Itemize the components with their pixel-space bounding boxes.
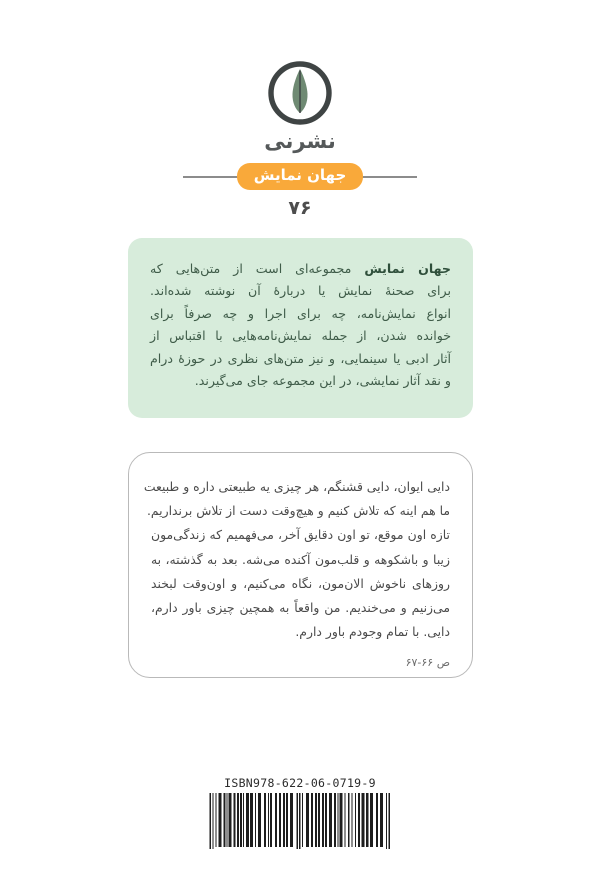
publisher-block [0, 60, 600, 153]
quote-line: روزهای ناخوش الان‌مون، نگاه می‌کنیم، و اون‌وقت لبخند [151, 575, 450, 591]
quote-panel [128, 452, 473, 678]
quote-source: ص ۶۶-۶۷ [405, 656, 450, 670]
quote-line: دایی ایوان، دایی قشنگم، هر چیزی یه طبیعتی داره و طبیعت [143, 479, 450, 494]
series-rule-right [357, 176, 417, 178]
series-number: ۷۶ [288, 197, 312, 219]
blurb-line: انواع نمایش‌نامه، چه برای اجرا و چه صرفاً برای [150, 305, 451, 321]
blurb-line: آثار ادبی یا سینمایی، و نیز متن‌های نظری در حوزهٔ درام [150, 350, 451, 366]
quote-line: تازه اون موقع، تو اون دقایق آخر، می‌فهمیم که زندگی‌مون [151, 527, 450, 543]
series-blurb-panel [128, 238, 473, 418]
publisher-name: نشرنی [264, 129, 336, 153]
series-badge-row [0, 163, 600, 190]
series-rule-left [183, 176, 243, 178]
isbn-block [0, 776, 600, 849]
quote-line: زیبا و باشکوهه و قلب‌مون آکنده می‌شه. بعد به گذشته، به [151, 551, 450, 567]
blurb-line: خوانده شدن، از جمله نمایش‌نامه‌هایی با اقتباس از [150, 328, 451, 344]
quote-line: ما هم اینه که تلاش کنیم و هیچ‌وقت دست از تلاش برنداریم. [146, 503, 450, 519]
blurb-line-text: مجموعه‌ای است از متن‌هایی که [150, 261, 365, 276]
quote-line: می‌زنیم و می‌خندیم. من واقعاً به همچین چیزی باور دارم، [151, 600, 450, 616]
blurb-line: و نقد آثار نمایشی، در این مجموعه جای می‌گیرند. [194, 373, 451, 389]
blurb-lead: جهان نمایش [364, 261, 451, 276]
leaf-in-circle-logo-icon [267, 60, 333, 126]
ean-barcode-icon [200, 793, 400, 849]
blurb-line: برای صحنهٔ نمایش یا دربارهٔ آن نوشته شده‌اند. [150, 283, 451, 299]
quote-line: دایی. با تمام وجودم باور دارم. [295, 624, 450, 640]
blurb-line [150, 258, 451, 280]
isbn-text: ISBN978-622-06-0719-9 [224, 776, 376, 790]
series-badge: جهان نمایش [237, 163, 364, 190]
